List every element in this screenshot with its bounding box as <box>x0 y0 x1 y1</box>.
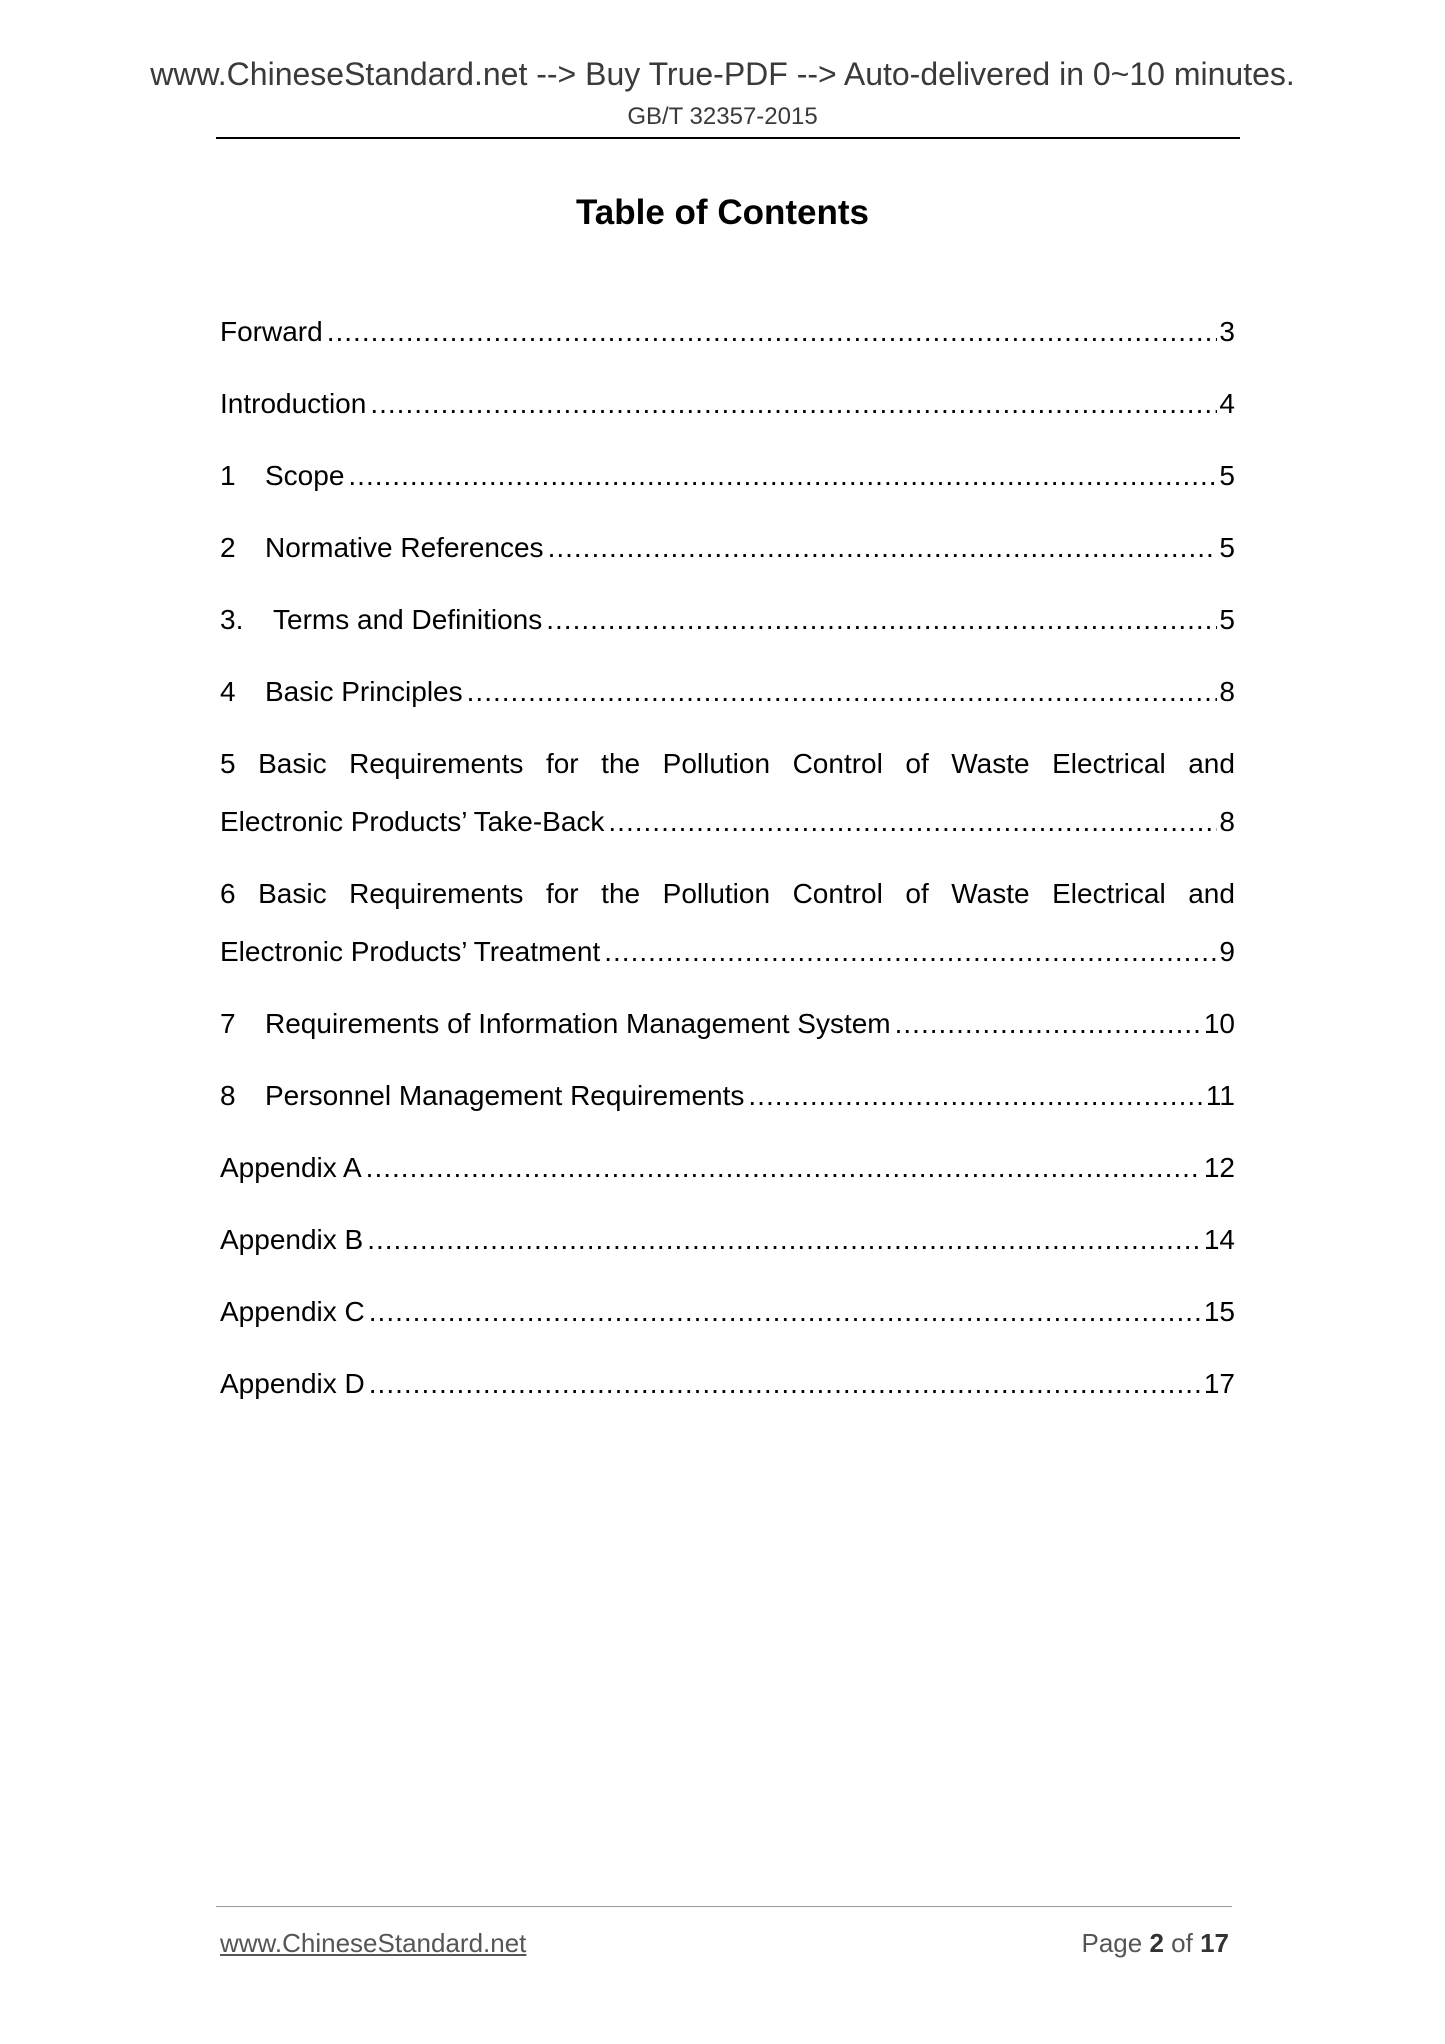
toc-section-number: 5 <box>220 748 236 779</box>
toc-word: for <box>545 878 579 909</box>
toc-word: Control <box>792 748 883 779</box>
toc-entry-introduction[interactable] <box>220 387 1235 421</box>
toc-word: and <box>1188 748 1235 779</box>
toc-word: Pollution <box>662 748 771 779</box>
toc-page-number: 8 <box>1219 676 1235 707</box>
toc-entry-appendix-c[interactable] <box>220 1295 1235 1329</box>
toc-entry-label-line2[interactable]: Electronic Products’ Treatment <box>220 936 601 967</box>
page-prefix: Page <box>1081 1928 1143 1958</box>
toc-word: for <box>545 748 579 779</box>
toc-entry-label[interactable]: Scope <box>265 460 345 491</box>
toc-section-number: 8 <box>220 1080 236 1111</box>
toc-page-number: 11 <box>1205 1080 1235 1111</box>
toc-entry-appendix-b[interactable] <box>220 1223 1235 1257</box>
dot-leader <box>608 805 1217 839</box>
toc-page-number: 15 <box>1203 1296 1235 1327</box>
toc-word: Electrical <box>1052 878 1166 909</box>
toc-entry-label[interactable]: Requirements of Information Management System <box>265 1008 891 1039</box>
toc-word: Pollution <box>662 878 771 909</box>
toc-word: Requirements <box>349 748 524 779</box>
page-indicator <box>1081 1927 1229 1959</box>
dot-leader <box>369 1367 1202 1401</box>
page-total: 17 <box>1200 1928 1229 1958</box>
toc-entry-label-line1[interactable] <box>220 747 1235 781</box>
toc-entry-label[interactable]: Appendix B <box>220 1224 364 1255</box>
toc-entry-forward[interactable] <box>220 315 1235 349</box>
toc-list <box>220 315 1235 1439</box>
toc-word: and <box>1188 878 1235 909</box>
header-divider <box>216 137 1240 139</box>
toc-page-number: 10 <box>1203 1008 1235 1039</box>
toc-section-number: 7 <box>220 1008 236 1039</box>
toc-page-number: 3 <box>1219 316 1235 347</box>
dot-leader <box>327 315 1218 349</box>
toc-page-number: 5 <box>1219 532 1235 563</box>
toc-entry-personnel-management[interactable] <box>220 1079 1235 1113</box>
toc-page-number: 4 <box>1219 388 1235 419</box>
toc-word: Electrical <box>1052 748 1166 779</box>
dot-leader <box>370 387 1217 421</box>
toc-entry-terms-and-definitions[interactable] <box>220 603 1235 637</box>
footer-site-link[interactable]: www.ChineseStandard.net <box>220 1928 527 1958</box>
toc-page-number: 12 <box>1203 1152 1235 1183</box>
toc-entry-label[interactable]: Appendix A <box>220 1152 362 1183</box>
toc-section-number: 3. <box>220 604 244 635</box>
footer-divider <box>216 1906 1232 1907</box>
header-banner: www.ChineseStandard.net --> Buy True-PDF --> Auto-delivered in 0~10 minutes. <box>150 56 1295 92</box>
page-of: of <box>1171 1928 1193 1958</box>
toc-entry-label-line2[interactable]: Electronic Products’ Take-Back <box>220 806 605 837</box>
toc-section-number: 6 <box>220 878 236 909</box>
toc-entry-appendix-d[interactable] <box>220 1367 1235 1401</box>
standard-code: GB/T 32357-2015 <box>627 103 818 130</box>
dot-leader <box>546 603 1217 637</box>
toc-word: of <box>905 748 929 779</box>
toc-entry-label[interactable]: Introduction <box>220 388 367 419</box>
toc-title: Table of Contents <box>576 193 869 232</box>
toc-word: Control <box>792 878 883 909</box>
toc-entry-appendix-a[interactable] <box>220 1151 1235 1185</box>
toc-entry-label[interactable]: Terms and Definitions <box>273 604 543 635</box>
toc-page-number: 5 <box>1219 604 1235 635</box>
toc-entry-scope[interactable] <box>220 459 1235 493</box>
dot-leader <box>895 1007 1202 1041</box>
toc-entry-label[interactable]: Personnel Management Requirements <box>265 1080 745 1111</box>
toc-page-number: 14 <box>1203 1224 1235 1255</box>
toc-word: Basic <box>258 878 327 909</box>
dot-leader <box>367 1223 1202 1257</box>
dot-leader <box>467 675 1218 709</box>
dot-leader <box>348 459 1217 493</box>
toc-entry-treatment[interactable] <box>220 877 1235 969</box>
toc-entry-information-management-system[interactable] <box>220 1007 1235 1041</box>
dot-leader <box>366 1151 1202 1185</box>
toc-page-number: 8 <box>1219 806 1235 837</box>
dot-leader <box>748 1079 1204 1113</box>
toc-entry-take-back[interactable] <box>220 747 1235 839</box>
toc-word: the <box>601 878 641 909</box>
dot-leader <box>369 1295 1202 1329</box>
toc-entry-label-line1[interactable] <box>220 877 1235 911</box>
toc-word: Requirements <box>349 878 524 909</box>
page-current: 2 <box>1149 1928 1164 1958</box>
toc-word: Basic <box>258 748 327 779</box>
toc-entry-label[interactable]: Forward <box>220 316 323 347</box>
toc-page-number: 17 <box>1203 1368 1235 1399</box>
dot-leader <box>604 935 1217 969</box>
dot-leader <box>548 531 1218 565</box>
toc-section-number: 1 <box>220 460 236 491</box>
toc-entry-basic-principles[interactable] <box>220 675 1235 709</box>
toc-entry-label[interactable]: Basic Principles <box>265 676 463 707</box>
toc-word: of <box>905 878 929 909</box>
toc-entry-normative-references[interactable] <box>220 531 1235 565</box>
toc-section-number: 4 <box>220 676 236 707</box>
toc-section-number: 2 <box>220 532 236 563</box>
toc-word: Waste <box>951 748 1030 779</box>
toc-entry-label[interactable]: Normative References <box>265 532 544 563</box>
toc-page-number: 9 <box>1219 936 1235 967</box>
toc-page-number: 5 <box>1219 460 1235 491</box>
toc-entry-label[interactable]: Appendix D <box>220 1368 365 1399</box>
toc-word: the <box>601 748 641 779</box>
toc-entry-label[interactable]: Appendix C <box>220 1296 365 1327</box>
toc-word: Waste <box>951 878 1030 909</box>
